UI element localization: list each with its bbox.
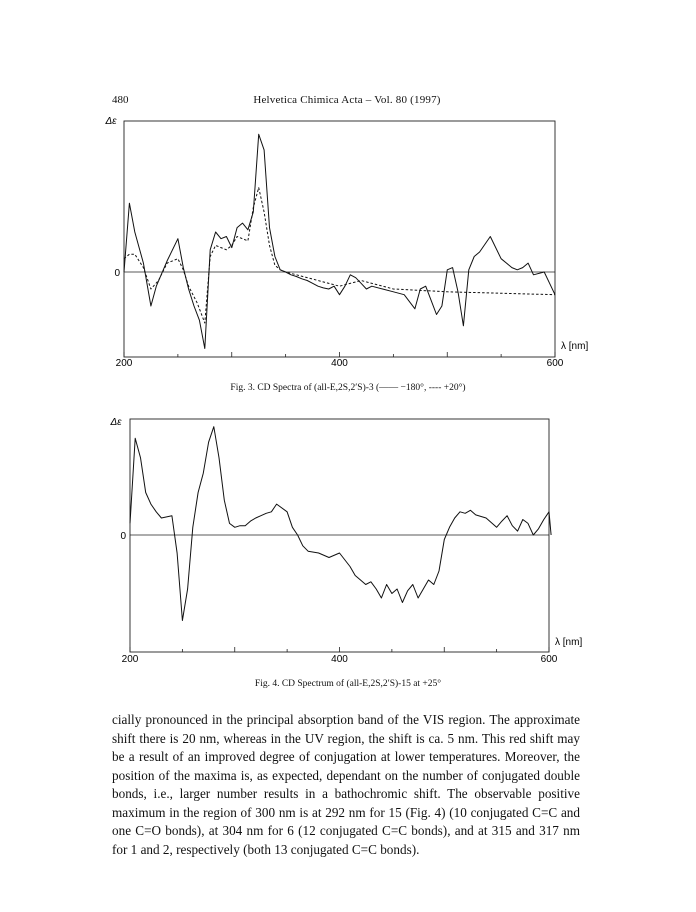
x-tick-label: 400	[331, 358, 348, 369]
figure-3-caption: Fig. 3. CD Spectra of (all-E,2S,2′S)-3 (—— −180°, ---- +20°)	[230, 383, 466, 393]
series-line-solid	[124, 134, 555, 348]
x-tick-label: 600	[546, 358, 564, 369]
x-tick-label: 400	[331, 654, 348, 665]
y-tick-label: 0	[114, 268, 120, 279]
x-tick-label: 600	[540, 654, 558, 665]
plot-frame	[130, 419, 549, 652]
running-header	[112, 94, 582, 110]
x-axis-label: λ [nm]	[561, 341, 589, 352]
x-tick-label: 200	[115, 358, 133, 369]
series-line-dashed	[124, 188, 555, 323]
figure-4-caption: Fig. 4. CD Spectrum of (all-E,2S,2′S)-15 at +25°	[254, 679, 442, 689]
figure-3-plot-area	[104, 116, 588, 369]
figure-4-plot-area	[109, 417, 582, 665]
x-tick-label: 200	[121, 654, 139, 665]
body-paragraph: cially pronounced in the principal absorption band of the VIS region. The approximate shift there is 20 nm, whereas in the UV region, the shift is ca. 5 nm. This red shift may be a result of an improved degree of conjugation at lower temperatures. Moreover, the position of the maxima is, as expected, dependant on the number of conjugated double bonds, i.e., larger number results in a bathochromic shift. The observable positive maximum in the region of 300 nm is at 292 nm for 15 (Fig. 4) (10 conjugated C=C and one C=O bonds), at 304 nm for 6 (12 conjugated C=C bonds), and at 315 and 317 nm for 1 and 2, respectively (both 13 conjugated C=C bonds).	[112, 712, 580, 857]
y-tick-label: 0	[120, 531, 126, 542]
series-line-solid	[130, 427, 551, 621]
journal-running-head: Helvetica Chimica Acta – Vol. 80 (1997)	[253, 94, 441, 106]
page-number: 480	[112, 94, 129, 106]
plot-frame	[124, 121, 555, 357]
y-axis-label: Δε	[105, 116, 117, 127]
x-axis-label: λ [nm]	[555, 637, 583, 648]
y-axis-label: Δε	[110, 417, 122, 428]
